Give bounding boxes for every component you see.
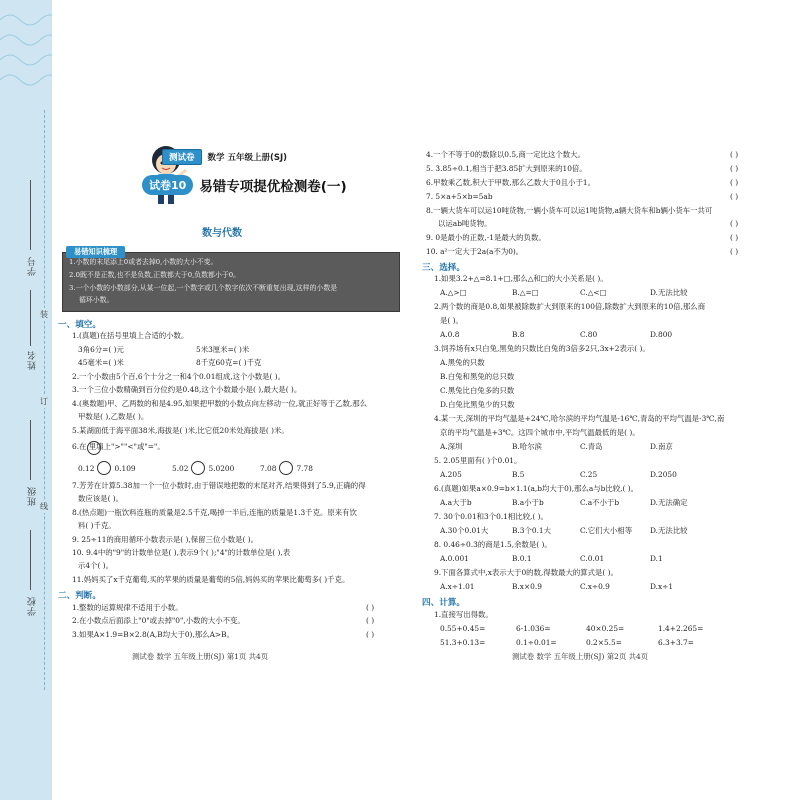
knowledge-tab: 易错知识梳理: [66, 246, 125, 258]
choice-9-c[interactable]: C.x÷0.9: [580, 582, 610, 591]
question-7b: 数应该是( )。: [78, 494, 124, 503]
judge-3-answer[interactable]: ( ): [366, 630, 375, 639]
cut-mark-3: 线: [40, 502, 48, 511]
name-label: 姓名: [28, 350, 38, 370]
choice-1-a[interactable]: A.△>□: [440, 288, 467, 297]
judge-8a: 8.一辆大货车可以运10吨货物,一辆小货车可以运1吨货物,a辆大货车和b辆小货车一共可: [426, 206, 713, 215]
choice-1-c[interactable]: C.△<□: [580, 288, 607, 297]
school-line: [30, 530, 31, 590]
question-7a: 7.芳芳在计算5.38加一个一位小数时,由于错误地把数的末尾对齐,结果得到了5.9,正确的得: [72, 481, 366, 490]
choice-4-c[interactable]: C.青岛: [580, 442, 603, 451]
choice-9-a[interactable]: A.x÷1.01: [440, 582, 475, 591]
test-paper-badge: 测试卷: [162, 149, 202, 165]
judge-4: 4.一个不等于0的数除以0.5,商一定比这个数大。: [426, 150, 585, 159]
q6-circle-icon: [87, 441, 101, 455]
judge-2-answer[interactable]: ( ): [366, 616, 375, 625]
choice-9: 9.下面各算式中,x表示大于0的数,得数最大的算式是( )。: [434, 568, 618, 577]
question-10a: 10. 9.4中的"9"的计数单位是( ),表示9个( );"4"的计数单位是( ),表: [72, 548, 291, 557]
choice-5-c[interactable]: C.25: [580, 470, 598, 479]
choice-6-c[interactable]: C.a不小于b: [580, 498, 620, 507]
judge-8b: 以运ab吨货物。: [438, 219, 492, 228]
compare-left-1: 0.12: [78, 463, 95, 473]
question-1: 1.(真题)在括号里填上合适的小数。: [72, 331, 189, 340]
calc-1-1: 0.55+0.45=: [440, 624, 486, 633]
choice-4b: 京的平均气温是+3℃。这四个城市中,平均气温最低的是( )。: [440, 428, 640, 437]
choice-5-a[interactable]: A.205: [440, 470, 462, 479]
choice-7-d[interactable]: D.无法比较: [650, 526, 688, 535]
choice-7: 7. 30个0.01和3个0.1相比较,( )。: [434, 512, 548, 521]
knowledge-line-1: 1.小数的末尾添上0或者去掉0,小数的大小不变。: [69, 258, 218, 266]
calc-2-4: 6.3+3.7=: [658, 638, 694, 647]
section-judge: 二、判断。: [58, 591, 101, 601]
cut-mark-1: 装: [40, 310, 48, 319]
question-3: 3.一个三位小数精确到百分位约是0.48,这个小数最小是( ),最大是( )。: [72, 385, 302, 394]
choice-8-d[interactable]: D.1: [650, 554, 663, 563]
choice-1: 1.如果3.2+△=8.1+□,那么△和□的大小关系是( )。: [434, 274, 608, 283]
choice-7-c[interactable]: C.它们大小相等: [580, 526, 633, 535]
knowledge-line-3: 3.一个小数的小数部分,从某一位起,一个数字或几个数字依次不断重复出现,这样的小数是: [69, 284, 338, 292]
judge-10-answer[interactable]: ( ): [730, 247, 739, 256]
q1-item-d: 8千克60克=( )千克: [196, 358, 262, 367]
choice-4-a[interactable]: A.深圳: [440, 442, 463, 451]
question-4a: 4.(奥数题)甲、乙两数的和是4.95,如果把甲数的小数点向左移动一位,就正好等于乙数,那么: [72, 399, 367, 408]
judge-6-answer[interactable]: ( ): [730, 178, 739, 187]
student-id-line: [30, 180, 31, 250]
choice-3-b[interactable]: B.白兔和黑兔的总只数: [440, 372, 515, 381]
judge-8-answer[interactable]: ( ): [730, 219, 739, 228]
student-id-label: 学号: [28, 256, 38, 276]
choice-2-d[interactable]: D.800: [650, 330, 673, 339]
choice-8-b[interactable]: B.0.1: [512, 554, 532, 563]
knowledge-box: [62, 252, 400, 312]
judge-5-answer[interactable]: ( ): [730, 164, 739, 173]
judge-10: 10. a²一定大于2a(a不为0)。: [426, 247, 524, 256]
choice-3-c[interactable]: C.黑兔比白兔多的只数: [440, 386, 515, 395]
compare-right-3: 7.78: [296, 463, 313, 473]
choice-4-d[interactable]: D.南京: [650, 442, 673, 451]
question-11: 11.妈妈买了x千克葡萄,买的苹果的质量是葡萄的5倍,妈妈买的苹果比葡萄多( )千克。: [72, 575, 350, 584]
compare-left-2: 5.02: [172, 463, 189, 473]
choice-6-d[interactable]: D.无法确定: [650, 498, 688, 507]
section-heading: 数与代数: [202, 228, 242, 239]
choice-5-d[interactable]: D.2050: [650, 470, 677, 479]
choice-1-b[interactable]: B.△=□: [512, 288, 539, 297]
judge-7: 7. 5×a+5×b=5ab: [426, 192, 493, 201]
name-line: [30, 290, 31, 346]
school-label: 学校: [28, 596, 38, 616]
choice-7-a[interactable]: A.30个0.01大: [440, 526, 489, 535]
paper-title: [142, 174, 347, 196]
choice-8: 8. 0.46÷0.3的商是1.5,余数是( )。: [434, 540, 552, 549]
judge-4-answer[interactable]: ( ): [730, 150, 739, 159]
question-8a: 8.(热点题)一瓶饮料连瓶的质量是2.5千克,喝掉一半后,连瓶的质量是1.3千克。原来有饮: [72, 508, 357, 517]
page-2-footer: 测试卷 数学 五年级上册(SJ) 第2页 共4页: [512, 652, 649, 661]
question-8b: 料( )千克。: [78, 521, 116, 530]
judge-2: 2.在小数点后面添上"0"或去掉"0",小数的大小不变。: [72, 616, 245, 625]
choice-6: 6.(真题)如果a×0.9=b×1.1(a,b均大于0),那么a与b比较,( )。: [434, 484, 639, 493]
compare-item-1: [78, 461, 136, 475]
question-6: 6.在 里填上">""<"或"="。: [72, 442, 165, 451]
compare-circle-3[interactable]: [279, 461, 293, 475]
question-4b: 甲数是( ),乙数是( )。: [78, 412, 149, 421]
section-fill-in: 一、填空。: [58, 320, 101, 330]
paper-tag: [162, 150, 287, 164]
q1-item-b: 5米3厘米=( )米: [196, 345, 250, 354]
compare-circle-2[interactable]: [191, 461, 205, 475]
compare-right-2: 5.0200: [208, 463, 235, 473]
judge-5: 5. 3.85÷0.1,相当于把3.85扩大到原来的10倍。: [426, 164, 587, 173]
choice-3-a[interactable]: A.黑兔的只数: [440, 358, 485, 367]
judge-1-answer[interactable]: ( ): [366, 603, 375, 612]
judge-9: 9. 0是最小的正数,-1是最大的负数。: [426, 233, 546, 242]
class-line: [30, 420, 31, 480]
page-1: [56, 0, 404, 800]
judge-9-answer[interactable]: ( ): [730, 233, 739, 242]
calc-1-4: 1.4+2.265=: [658, 624, 704, 633]
section-calc: 四、计算。: [422, 598, 465, 608]
calc-2-1: 51.3+0.13=: [440, 638, 486, 647]
judge-7-answer[interactable]: ( ): [730, 192, 739, 201]
choice-4-b[interactable]: B.哈尔滨: [512, 442, 542, 451]
judge-3: 3.如果A×1.9=B×2.8(A,B均大于0),那么A>B。: [72, 630, 234, 639]
choice-5-b[interactable]: B.5: [512, 470, 525, 479]
choice-2a: 2.两个数的商是0.8,如果被除数扩大到原来的100倍,除数扩大到原来的10倍,那么商: [434, 302, 706, 311]
question-5: 5.某湖面低于海平面38米,海拔是( )米,比它低20米处海拔是( )米。: [72, 426, 289, 435]
choice-3-d[interactable]: D.白兔比黑兔少的只数: [440, 400, 515, 409]
choice-8-a[interactable]: A.0.001: [440, 554, 469, 563]
knowledge-line-4: 循环小数。: [79, 296, 114, 304]
choice-3: 3.饲养场有x只白兔,黑兔的只数比白兔的3倍多2只,3x+2表示( )。: [434, 344, 650, 353]
choice-1-d[interactable]: D.无法比较: [650, 288, 688, 297]
calc-1-3: 40×0.25=: [586, 624, 625, 633]
choice-9-b[interactable]: B.x×0.9: [512, 582, 542, 591]
choice-4a: 4.某一天,深圳的平均气温是+24℃,哈尔滨的平均气温是-16℃,青岛的平均气温是-3℃,南: [434, 414, 725, 423]
compare-circle-1[interactable]: [97, 461, 111, 475]
choice-6-b[interactable]: B.a小于b: [512, 498, 544, 507]
page-2: [418, 0, 766, 800]
choice-7-b[interactable]: B.3个0.1大: [512, 526, 552, 535]
class-label: 班级: [28, 486, 38, 506]
choice-6-a[interactable]: A.a大于b: [440, 498, 472, 507]
choice-2-c[interactable]: C.80: [580, 330, 598, 339]
choice-2b: 是( )。: [440, 316, 463, 325]
cut-mark-2: 订: [40, 397, 48, 406]
choice-9-d[interactable]: D.x÷1: [650, 582, 674, 591]
judge-6: 6.甲数乘乙数,积大于甲数,那么乙数大于0且小于1。: [426, 178, 595, 187]
q1-item-a: 3角6分=( )元: [78, 345, 124, 354]
choice-2-a[interactable]: A.0.8: [440, 330, 460, 339]
binding-margin: [0, 0, 52, 800]
knowledge-line-2: 2.0既不是正数,也不是负数,正数都大于0,负数都小于0。: [69, 271, 240, 279]
page-1-footer: 测试卷 数学 五年级上册(SJ) 第1页 共4页: [132, 652, 269, 661]
question-10b: 示4个( )。: [78, 561, 113, 570]
subject-label: 数学 五年级上册(SJ): [207, 153, 288, 163]
compare-left-3: 7.08: [260, 463, 277, 473]
question-9: 9. 25÷11的商用循环小数表示是( ),保留三位小数是( )。: [72, 535, 259, 544]
calc-1-2: 6-1.036=: [516, 624, 551, 633]
compare-item-2: [172, 461, 234, 475]
calc-2-2: 0.1÷0.01=: [516, 638, 557, 647]
compare-right-1: 0.109: [114, 463, 136, 473]
choice-5: 5. 2.05里面有( )个0.01。: [434, 456, 522, 465]
calc-2-3: 0.2×5.5=: [586, 638, 622, 647]
compare-item-3: [260, 461, 313, 475]
paper-number-badge: 试卷10: [142, 175, 193, 195]
paper-title-text: 易错专项提优检测卷(一): [199, 179, 347, 195]
choice-8-c[interactable]: C.0.01: [580, 554, 605, 563]
calc-instruction: 1.直接写出得数。: [434, 610, 493, 619]
choice-2-b[interactable]: B.8: [512, 330, 525, 339]
section-choice: 三、选择。: [422, 263, 465, 273]
q1-item-c: 45毫米=( )米: [78, 358, 124, 367]
question-2: 2.一个小数由5个百,6个十分之一和4个0.01组成,这个小数是( )。: [72, 372, 286, 381]
judge-1: 1.整数的运算规律不适用于小数。: [72, 603, 183, 612]
